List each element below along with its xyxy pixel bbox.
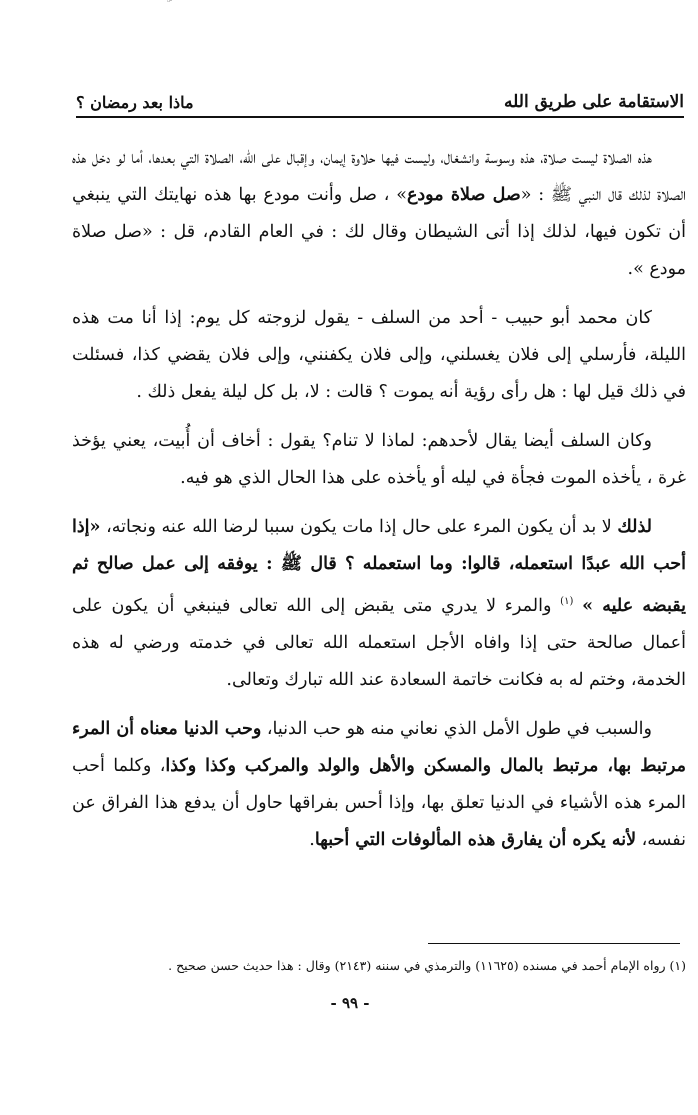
paragraph	[72, 140, 686, 288]
bold-text-run: «إذا أحب الله عبدًا استعمله، قالوا: وما استعمله ؟ قال ﷺ : يوفقه إلى عمل صالح ثم يقبضه عليه »	[72, 517, 686, 616]
text-run: والمرء لا يدري متى يقبض إلى الله تعالى فينبغي أن يكون على أعمال صالحة حتى إذا وافاه الأجل استعمله الله تعالى في خدمته ورضي له هذه الخدمة، وختم له به فكانت خاتمة السعادة عند الله تبارك وتعالى.	[72, 595, 686, 690]
chapter-title: ماذا بعد رمضان ؟	[76, 93, 194, 112]
text-run: والسبب في طول الأمل الذي نعاني منه هو حب الدنيا،	[261, 718, 652, 739]
footnote: (١) رواه الإمام أحمد في مسنده (١١٦٢٥) والترمذي في سننه (٢١٤٣) وقال : هذا حديث حسن صحيح .	[168, 958, 686, 973]
text-run	[573, 596, 582, 616]
footnote-reference: (١)	[560, 596, 574, 607]
page-number: - ٩٩ -	[330, 994, 370, 1012]
book-title: الاستقامة على طريق الله	[504, 92, 684, 112]
paragraph	[72, 300, 686, 411]
body-text	[72, 140, 686, 871]
bold-text-run: وحب الدنيا معناه أن المرء مرتبط بها، مرتبط بالمال والمسكن والأهل والولد والمركب وكذا وكذا	[72, 718, 686, 776]
text-run: هذه الصلاة ليست صلاة، هذه وسوسة وانشغال، وليست فيها حلاوة إيمان، وإقبال على الله، الصلاة التي بعدها، أما لو دخل هذه الصلاة لذلك قال النبي ﷺ : «	[72, 148, 686, 205]
paragraph	[72, 423, 686, 497]
text-run: وكان السلف أيضا يقال لأحدهم: لماذا لا تنام؟ يقول : أخاف أن أُبيت، يعني يؤخذ غرة ، يأخذه الموت فجأة في ليله أو يأخذه على هذا الحال الذي هو فيه.	[72, 431, 686, 488]
decorative-mark	[160, 0, 174, 12]
paragraph	[72, 711, 686, 859]
bold-text-run: لأنه يكره أن يفارق هذه المألوفات التي أحبها	[314, 829, 637, 850]
page-header	[76, 84, 684, 118]
paragraph	[72, 509, 686, 699]
text-run: لا بد أن يكون المرء على حال إذا مات يكون سببا لرضا الله عنه ونجاته،	[100, 517, 618, 537]
footnote-divider	[428, 943, 680, 944]
text-run: .	[309, 829, 315, 850]
bold-text-run: لذلك	[617, 517, 652, 537]
text-run: ، وكلما أحب المرء هذه الأشياء في الدنيا تعلق بها، وإذا أحس بفراقها حاول أن يدفع هذا الفراق عن نفسه،	[72, 755, 686, 850]
text-run: كان محمد أبو حبيب - أحد من السلف - يقول لزوجته كل يوم: إذا أنا مت هذه الليلة، فأرسلي إلى فلان يغسلني، وإلى فلان يكفنني، وإلى فلان يقضي كذا، فسئلت في ذلك قيل لها : هل رأى رؤية أنه يموت ؟ قالت : لا، بل كل ليلة يفعل ذلك .	[72, 308, 686, 402]
bold-text-run: صل صلاة مودع	[406, 185, 521, 205]
text-run: » ، صل وأنت مودع بها هذه نهايتك التي ينبغي أن تكون فيها، لذلك إذا أتى الشيطان وقال لك : في العام القادم، قل : «صل صلاة مودع ».	[72, 185, 686, 279]
